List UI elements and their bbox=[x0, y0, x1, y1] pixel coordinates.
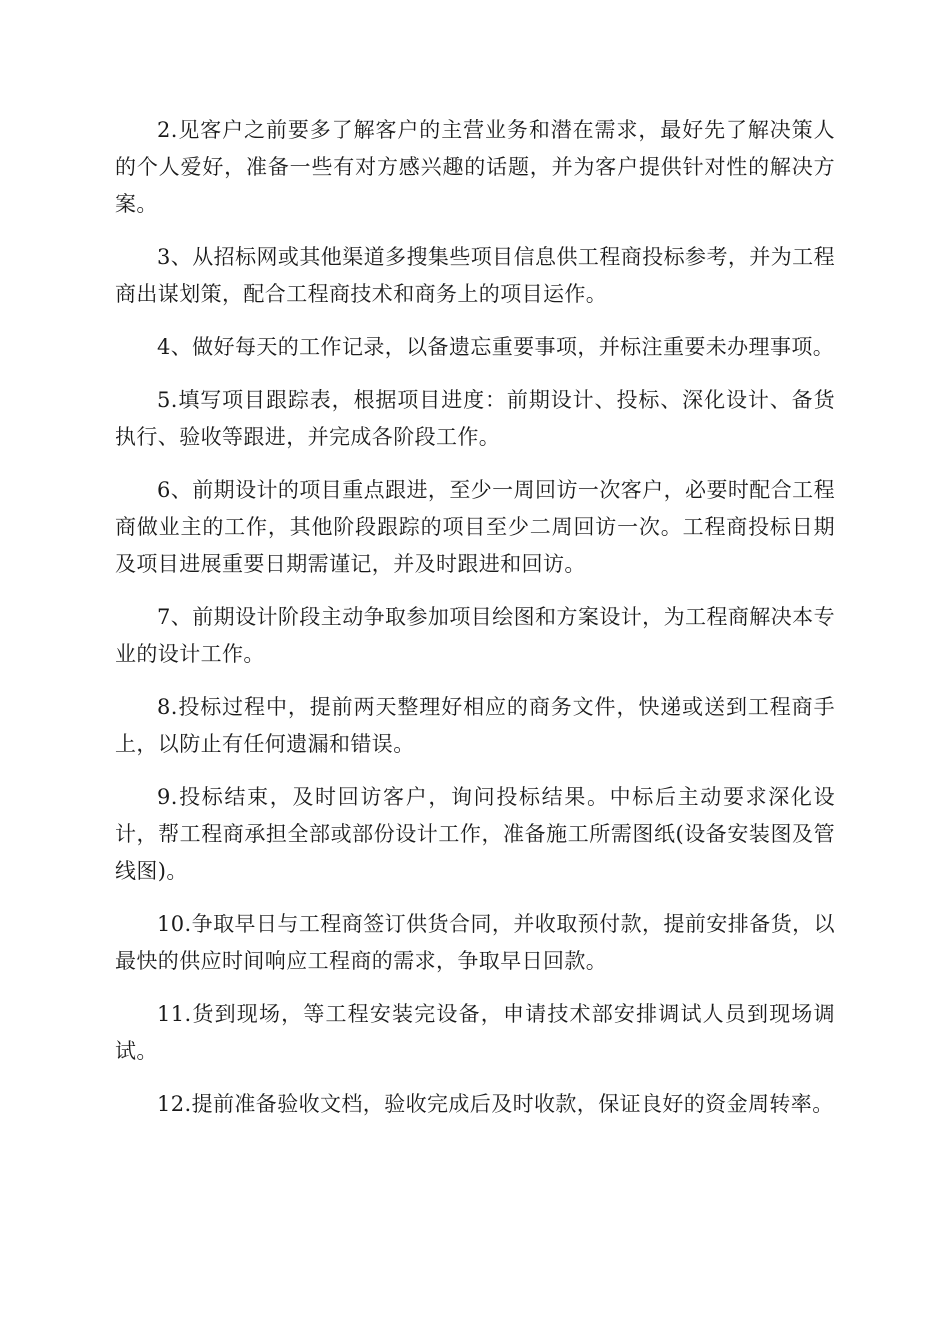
paragraph-item-11: 11.货到现场，等工程安装完设备，申请技术部安排调试人员到现场调试。 bbox=[115, 1002, 835, 1063]
paragraph-item-3: 3、从招标网或其他渠道多搜集些项目信息供工程商投标参考，并为工程商出谋划策，配合工程商技术和商务上的项目运作。 bbox=[115, 245, 835, 306]
paragraph-item-12: 12.提前准备验收文档，验收完成后及时收款，保证良好的资金周转率。 bbox=[157, 1092, 834, 1116]
paragraph-item-2: 2.见客户之前要多了解客户的主营业务和潜在需求，最好先了解决策人的个人爱好，准备一些有对方感兴趣的话题，并为客户提供针对性的解决方案。 bbox=[115, 118, 835, 216]
paragraph-item-10: 10.争取早日与工程商签订供货合同，并收取预付款，提前安排备货，以最快的供应时间响应工程商的需求，争取早日回款。 bbox=[115, 912, 835, 973]
paragraph-item-8: 8.投标过程中，提前两天整理好相应的商务文件，快递或送到工程商手上，以防止有任何遗漏和错误。 bbox=[115, 695, 835, 756]
paragraph-item-5: 5.填写项目跟踪表，根据项目进度：前期设计、投标、深化设计、备货执行、验收等跟进，并完成各阶段工作。 bbox=[115, 388, 835, 449]
document-body bbox=[115, 112, 835, 1139]
paragraph-item-6: 6、前期设计的项目重点跟进，至少一周回访一次客户，必要时配合工程商做业主的工作，其他阶段跟踪的项目至少二周回访一次。工程商投标日期及项目进展重要日期需谨记，并及时跟进和回访。 bbox=[115, 478, 835, 576]
paragraph-item-4: 4、做好每天的工作记录，以备遗忘重要事项，并标注重要未办理事项。 bbox=[157, 335, 835, 359]
paragraph-item-7: 7、前期设计阶段主动争取参加项目绘图和方案设计，为工程商解决本专业的设计工作。 bbox=[115, 605, 835, 666]
paragraph-item-9: 9.投标结束，及时回访客户，询问投标结果。中标后主动要求深化设计，帮工程商承担全部或部份设计工作，准备施工所需图纸(设备安装图及管线图)。 bbox=[115, 785, 835, 883]
